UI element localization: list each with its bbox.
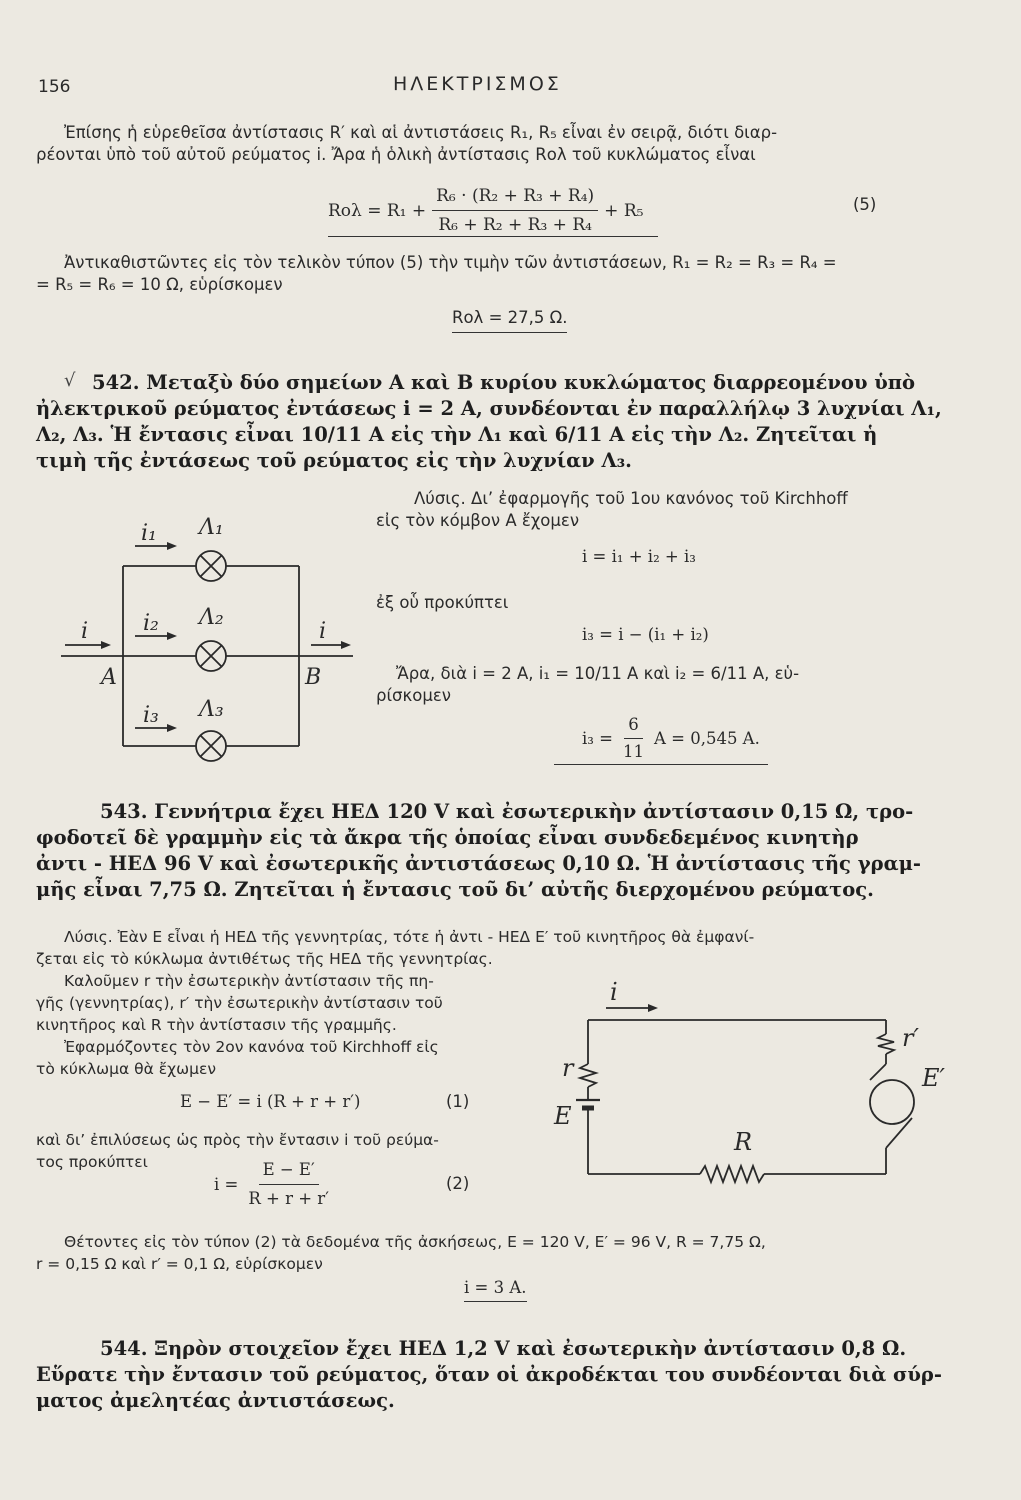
label-i3: i₃: [143, 703, 159, 728]
label-r: r: [562, 1054, 574, 1082]
intro-line-4: = R₅ = R₆ = 10 Ω, εὑρίσκομεν: [36, 275, 283, 294]
p544-statement-line-1: 544. Ξηρὸν στοιχεῖον ἔχει ΗΕΔ 1,2 V καὶ ἐσωτερικὴν ἀντίστασιν 0,8 Ω.: [100, 1337, 907, 1360]
lamp-2-icon: [196, 641, 226, 671]
eq2-fraction: [244, 1158, 333, 1211]
p543-solution-line-10: Θέτοντες εἰς τὸν τύπον (2) τὰ δεδομένα τῆς ἀσκήσεως, Ε = 120 V, Ε′ = 96 V, R = 7,75 Ω,: [64, 1233, 766, 1251]
label-R: R: [734, 1128, 753, 1156]
equation-tag: (5): [853, 195, 877, 214]
label-E: E: [554, 1102, 572, 1130]
p543-result: i = 3 A.: [464, 1277, 527, 1302]
p543-equation-1-tag: (1): [446, 1092, 470, 1111]
p543-solution-line-2: ζεται εἰς τὸ κύκλωμα ἀντιθέτως τῆς ΗΕΔ τῆς γεννητρίας.: [36, 950, 493, 968]
p543-solution-line-4: γῆς (γεννητρίας), r′ τὴν ἐσωτερικὴν ἀντίστασιν τοῦ: [36, 994, 443, 1012]
label-i1: i₁: [141, 521, 157, 546]
equation-numerator: R₆ · (R₂ + R₃ + R₄): [432, 184, 598, 211]
label-L1: Λ₁: [199, 515, 224, 540]
eq2-numerator: E − E′: [259, 1158, 319, 1185]
p543-solution-line-9: τος προκύπτει: [36, 1153, 148, 1171]
p543-equation-1: E − E′ = i (R + r + r′): [180, 1092, 361, 1111]
node-A: A: [101, 665, 117, 690]
p543-solution-line-8: καὶ δι’ ἐπιλύσεως ὡς πρὸς τὴν ἔντασιν i τοῦ ρεύμα-: [36, 1131, 439, 1149]
p543-solution-line-3: Καλοῦμεν r τὴν ἐσωτερικὴν ἀντίστασιν τῆς πη-: [64, 972, 434, 990]
equation-lhs: Rολ = R₁ +: [328, 200, 427, 221]
p543-statement-line-4: μῆς εἶναι 7,75 Ω. Ζητεῖται ἡ ἔντασις τοῦ δι’ αὐτῆς διερχομένου ρεύματος.: [36, 878, 874, 901]
equation-rhs: + R₅: [604, 200, 644, 221]
resistor-R-icon: [700, 1166, 764, 1182]
p542-result-underline: [554, 764, 768, 765]
p543-solution-line-1: Λύσις. Ἐὰν Ε εἶναι ἡ ΗΕΔ τῆς γεννητρίας, τότε ἡ ἀντι - ΗΕΔ Ε′ τοῦ κινητῆρος θὰ ἐμφανί-: [64, 928, 755, 946]
label-L2: Λ₂: [199, 605, 224, 630]
p542-solution-line-3: ἐξ οὗ προκύπτει: [376, 593, 509, 612]
label-E-prime: E′: [922, 1064, 945, 1092]
parallel-lamps-diagram: [55, 500, 355, 780]
p543-solution-line-5: κινητῆρος καὶ R τὴν ἀντίστασιν τῆς γραμμῆς.: [36, 1016, 397, 1034]
resistor-r-prime-icon: [878, 1034, 894, 1054]
result-numerator: 6: [624, 714, 643, 739]
p543-equation-2: [214, 1158, 333, 1211]
node-B: B: [305, 665, 322, 690]
p542-solution-line-2: εἰς τὸν κόμβον Α ἔχομεν: [376, 511, 580, 530]
p543-statement-line-1: 543. Γεννήτρια ἔχει ΗΕΔ 120 V καὶ ἐσωτερικὴν ἀντίστασιν 0,15 Ω, τρο-: [100, 800, 914, 823]
p542-statement-line-2: ἠλεκτρικοῦ ρεύματος ἐντάσεως i = 2 A, συνδέονται ἐν παραλλήλῳ 3 λυχνίαι Λ₁,: [36, 397, 942, 420]
eq2-lhs: i =: [214, 1174, 239, 1194]
result-rhs: A = 0,545 A.: [653, 728, 760, 748]
label-current: i: [610, 978, 618, 1006]
lamp-3-icon: [196, 731, 226, 761]
result-lhs: i₃ =: [582, 728, 613, 748]
label-i-out: i: [319, 619, 327, 644]
motor-icon: [870, 1080, 914, 1124]
p543-solution-line-6: Ἐφαρμόζοντες τὸν 2ον κανόνα τοῦ Kirchhoff εἰς: [64, 1038, 439, 1056]
intro-line-2: ρέονται ὑπὸ τοῦ αὐτοῦ ρεύματος i. Ἄρα ἡ ὁλικὴ ἀντίστασις Rολ τοῦ κυκλώματος εἶναι: [36, 145, 756, 164]
motor-lead-top: [870, 1064, 886, 1080]
p543-solution-line-11: r = 0,15 Ω καὶ r′ = 0,1 Ω, εὑρίσκομεν: [36, 1255, 323, 1273]
p542-solution-line-5: ρίσκομεν: [376, 686, 451, 705]
label-r-prime: r′: [902, 1024, 919, 1052]
eq2-denominator: R + r + r′: [248, 1189, 329, 1208]
generator-motor-circuit-diagram: [540, 978, 960, 1198]
p542-statement-line-3: Λ₂, Λ₃. Ἡ ἔντασις εἶναι 10/11 Α εἰς τὴν Λ₁ καὶ 6/11 Α εἰς τὴν Λ₂. Ζητεῖται ἡ: [36, 423, 878, 446]
label-L3: Λ₃: [199, 697, 224, 722]
page-number: 156: [38, 77, 71, 97]
p542-solution-line-1: Λύσις. Δι’ ἐφαρμογῆς τοῦ 1ου κανόνος τοῦ Kirchhoff: [414, 489, 848, 508]
intro-line-3: Ἀντικαθιστῶντες εἰς τὸν τελικὸν τύπον (5) τὴν τιμὴν τῶν ἀντιστάσεων, R₁ = R₂ = R₃ = R₄ =: [64, 253, 837, 272]
check-mark: √: [64, 370, 76, 391]
total-resistance-equation: [328, 184, 643, 237]
p544-statement-line-2: Εὕρατε τὴν ἔντασιν τοῦ ρεύματος, ὅταν οἱ ἀκροδέκται του συνδέονται διὰ σύρ-: [36, 1363, 942, 1386]
p543-statement-line-2: φοδοτεῖ δὲ γραμμὴν εἰς τὰ ἄκρα τῆς ὁποίας εἶναι συνδεδεμένος κινητὴρ: [36, 826, 859, 849]
equation-fraction: [432, 184, 598, 237]
label-i2: i₂: [143, 611, 159, 636]
p543-statement-line-3: ἀντι - ΗΕΔ 96 V καὶ ἐσωτερικῆς ἀντιστάσεως 0,10 Ω. Ἡ ἀντίστασις τῆς γραμ-: [36, 852, 921, 875]
p543-equation-2-tag: (2): [446, 1174, 470, 1193]
resistor-r-icon: [580, 1064, 596, 1087]
equation-underline: [328, 236, 658, 237]
p542-equation-2: i₃ = i − (i₁ + i₂): [582, 625, 709, 644]
result-denominator: 11: [622, 742, 644, 761]
result-fraction: [619, 714, 648, 763]
p542-result: [582, 714, 760, 763]
intro-result: Rολ = 27,5 Ω.: [452, 307, 567, 333]
p543-solution-line-7: τὸ κύκλωμα θὰ ἔχωμεν: [36, 1060, 216, 1078]
p542-statement-line-4: τιμὴ τῆς ἐντάσεως τοῦ ρεύματος εἰς τὴν λυχνίαν Λ₃.: [36, 449, 632, 472]
label-i-in: i: [81, 619, 89, 644]
p542-solution-line-4: Ἄρα, διὰ i = 2 A, i₁ = 10/11 A καὶ i₂ = 6/11 A, εὑ-: [396, 664, 800, 683]
intro-line-1: Ἐπίσης ἡ εὑρεθεῖσα ἀντίστασις R′ καὶ αἱ ἀντιστάσεις R₁, R₅ εἶναι ἐν σειρᾷ, διότι διαρ-: [64, 123, 778, 142]
p544-statement-line-3: ματος ἀμελητέας ἀντιστάσεως.: [36, 1389, 395, 1412]
equation-denominator: R₆ + R₂ + R₃ + R₄: [438, 215, 592, 235]
lamp-1-icon: [196, 551, 226, 581]
p542-equation-1: i = i₁ + i₂ + i₃: [582, 547, 696, 566]
running-title: ΗΛΕΚΤΡΙΣΜΟΣ: [393, 73, 562, 95]
p542-statement-line-1: 542. Μεταξὺ δύο σημείων Α καὶ Β κυρίου κυκλώματος διαρρεομένου ὑπὸ: [92, 371, 916, 394]
